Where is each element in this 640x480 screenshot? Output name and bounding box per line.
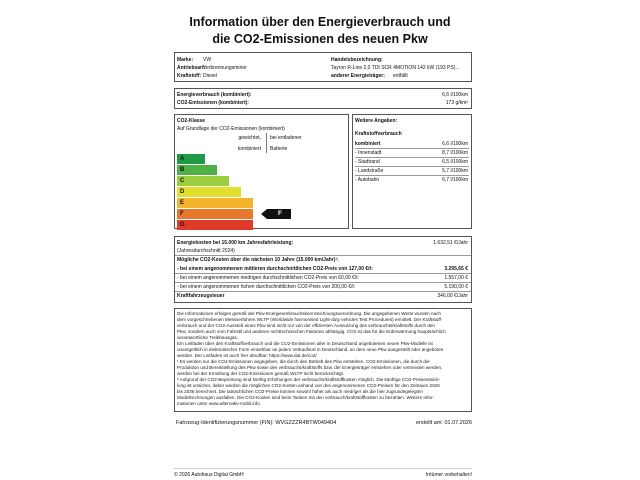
energy-consumption-value: 6,6 l/100km [442,92,468,98]
consumption-divider [355,148,469,149]
class-bar-e [177,198,253,208]
consumption-suburban-label: - Stadtrand [355,159,380,165]
column-divider [266,133,267,153]
class-bar-g [177,220,253,230]
current-class-marker [261,209,291,219]
info-line: Ein Leitfaden über den Kraftstoffverbrauch und die CO2-Emissionen aller in Deutschland angebotenen neuen Pkw-Modelle ist [177,341,433,346]
energy-consumption-label: Energieverbrauch (kombiniert): [177,92,252,98]
info-line: unentgeltlich in elektronischer Form einsehbar an jedem Verkaufsort in Deutschland, an dem neue Pkw ausgestellt oder angeboten [177,347,444,352]
drive-value: Verbrennungsmotor [203,65,247,71]
legal-info-box [174,308,472,412]
fuel-consumption-header: Kraftstoffverbrauch [355,131,402,137]
trade-label: Handelsbezeichnung: [331,57,383,63]
page-title-line1: Information über den Energieverbrauch und [189,15,451,29]
info-line: Produktion und Bereitstellung des Pkw sowie des verbrauchs/kraftstoffs bzw. der Energieträger entstehen oder vermieden werden, [177,365,443,370]
co2-class-box [174,114,349,229]
info-line: ¹ Es werden nur die CO2-Emissionen angegeben, die durch den Betrieb des Pkw entstehen. CO2-Emissionen, die durch die [177,359,430,364]
class-bar-d [177,187,241,197]
further-details-box [352,114,472,229]
co2-emissions-value: 173 g/km² [445,100,468,106]
discharged-header-line1: bei entladener [270,135,302,141]
class-b-label: B [180,167,185,173]
co2-class-subtitle: Auf Grundlage der CO2-Emissionen (kombiniert) [177,126,285,132]
info-line: ² Aufgrund der CO2-Bepreisung sind künftig Erhöhungen der verbrauchs/kraftstoffkosten möglich. Die künftige CO2-Preisentwick- [177,377,441,382]
other-energy-label: anderer Energieträger: [331,73,385,79]
brand-value: VW [203,57,212,63]
other-energy-value: entfällt [393,73,408,79]
info-line: Pkw, sondern auch vom Fahrstil und anderen nichttechnischen Faktoren abhängig. CO2 ist das für die Erderwärmung hauptsächlich [177,329,446,334]
co2-emissions-label: CO2-Emissionen (kombiniert): [177,100,249,106]
further-details-title: Weitere Angaben: [355,118,398,124]
info-line: Modellrechnungen ausfallen. Die CO2-Kosten sind beim Tanken mit den verbrauch/kraftstoffkosten zu bezahlen. Weitere Infor- [177,395,435,400]
brand-label: Marke: [177,57,194,63]
info-line: werden bei der Ermittlung der CO2-Emissionen gemäß WLTP nicht berücksichtigt. [177,371,345,376]
class-d-label: D [180,189,185,195]
co2-costs-mid-label: - bei einem angenommenen mittleren durchschnittlichen CO2-Preis von 127,00 €/t: [177,266,373,272]
co2-costs-mid-value: 3.295,65 € [444,266,468,272]
class-f-label: F [180,211,184,217]
errors-reserved-text: Irrtümer vorbehalten! [425,472,472,478]
co2-costs-low-value: 1.557,00 € [444,275,468,281]
co2-costs-high-label: - bei einem angenommenen hohen durchschnittlichen CO2-Preis von 200,00 €/t: [177,284,356,290]
consumption-divider [355,166,469,167]
trade-value: Tayron R-Line 2,0 TDI SCR 4MOTION 142 kW (193 PS)... [331,65,460,71]
costs-box [174,236,472,303]
info-line: verantwortliche Treibhausgas. [177,335,239,340]
costs-divider [175,273,471,274]
footer-divider [174,468,472,469]
vehicle-tax-value: 346,00 €/Jahr [437,293,468,299]
co2-costs-high-value: 5.190,00 € [444,284,468,290]
co2-costs-header: Mögliche CO2-Kosten über die nächsten 10 Jahre (15.000 km/Jahr)¹: [177,257,339,263]
costs-divider [175,282,471,283]
class-bar-c [177,176,229,186]
vehicle-tax-label: Kraftfahrzeugsteuer [177,293,225,299]
class-g-label: G [180,222,185,228]
costs-divider [175,291,471,292]
info-line: Die Informationen erfolgen gemäß der Pkw-Energieverbrauchskennzeichnungsverordnung. Die angegebenen Werte wurden nach [177,311,441,316]
consumption-city-value: 8,7 l/100km [442,150,468,156]
fuel-value: Diesel [203,73,217,79]
class-bar-f [177,209,253,219]
current-class-label: F [278,210,282,217]
page-title-line2: die CO2-Emissionen des neuen Pkw [212,32,428,46]
created-date: erstellt am: 01.07.2026 [416,420,472,426]
consumption-combined-label: kombiniert [355,141,381,147]
info-line: lung ist unsicher, daher werden die möglichen CO2-Kosten anhand von drei angenommenen CO2-Preisen für den Zeitraum 2026 [177,383,440,388]
info-line: bis 2036 berechnet. Die tatsächlichen CO2-Preise können sowohl höher als auch niedriger als die hier zugrundegelegten [177,389,423,394]
class-a-label: A [180,156,185,162]
co2-class-title: CO2-Klasse [177,118,206,124]
consumption-rural-label: - Landstraße [355,168,384,174]
energy-costs-label: Energiekosten bei 15.000 km Jahresfahrleistung: [177,240,294,246]
discharged-header-line2: Batterie [270,146,288,152]
copyright-text: © 2026 Autohaus Digital GmbH [174,472,244,478]
weighted-header-line2: kombiniert [237,146,261,152]
weighted-header-line1: gewichtet, [238,135,261,141]
class-e-label: E [180,200,185,206]
page-title [0,14,640,48]
vin-text: Fahrzeug-Identifizierungsnummer (FIN): WVGZZZR4BTW049404 [176,420,337,426]
drive-label: Antriebsart: [177,65,206,71]
co2-costs-low-label: - bei einem angenommenen niedrigen durchschnittlichen CO2-Preis von 60,00 €/t: [177,275,360,281]
class-c-label: C [180,178,185,184]
info-line: werden. Der Leitfaden ist auch hier abrufbar: https://www.dat.de/co2/ [177,353,317,358]
consumption-combined-value: 6,6 l/100km [442,141,468,147]
costs-divider [175,255,471,256]
consumption-divider [355,175,469,176]
vehicle-info-box [174,52,472,82]
consumption-rural-value: 5,7 l/100km [442,168,468,174]
energy-costs-value: 1.632,51 €/Jahr [433,240,468,246]
consumption-divider [355,157,469,158]
consumption-highway-value: 6,7 l/100km [442,177,468,183]
energy-costs-note: (Jahresdurchschnitt 2024) [177,248,235,254]
info-line: dem vorgeschriebenen Messverfahren WLTP (Worldwide harmonised Light-duty vehicles Test Procedures) ermittelt. Der Kraftstoff- [177,317,443,322]
consumption-highway-label: - Autobahn [355,177,380,183]
combined-values-box [174,88,472,109]
fuel-label: Kraftstoff: [177,73,202,79]
class-bar-a [177,154,205,164]
class-bar-b [177,165,217,175]
consumption-suburban-value: 6,5 l/100km [442,159,468,165]
info-line: mationen unter www.alternativ-mobil.info. [177,401,262,406]
info-line: verbrauch und der CO2-Ausstoß eines Pkw sind nicht nur von der effizienten Ausnutzung des verbrauchts/kraftstoffs durch den [177,323,435,328]
consumption-city-label: - Innenstadt [355,150,382,156]
